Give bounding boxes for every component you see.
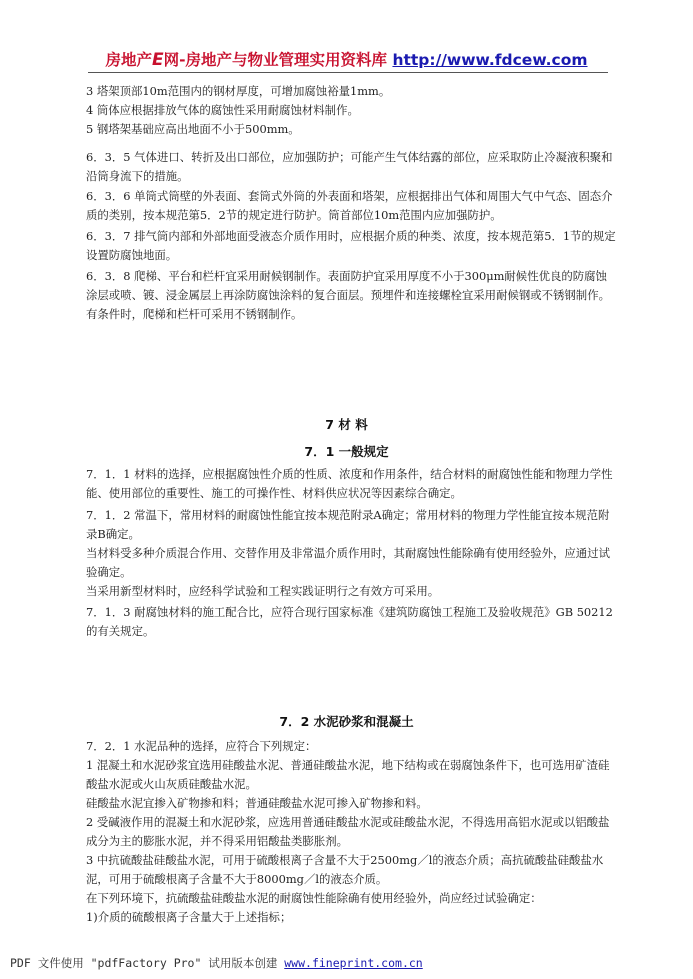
header-divider [88,72,608,73]
section-7-2-title: 7．2 水泥砂浆和混凝土 [279,714,414,729]
section-7-1-title: 7．1 一般规定 [304,444,389,459]
header-url-link[interactable]: http://www.fdcew.com [392,51,588,69]
paragraph-6-3-7: 6．3．7 排气筒内部和外部地面受液态介质作用时，应根据介质的种类、浓度，按本规范第5．1节的规定设置防腐蚀地面。 [86,229,616,262]
footer-link[interactable]: www.fineprint.com.cn [284,956,423,970]
pdf-footer [10,955,423,971]
footer-text: PDF 文件使用 "pdfFactory Pro" 试用版本创建 [10,956,285,970]
paragraph-6-3-8: 6．3．8 爬梯、平台和栏杆宜采用耐候钢制作。表面防护宜采用厚度不小于300μm耐候性优良的防腐蚀涂层或喷、镀、浸金属层上再涂防腐蚀涂料的复合面层。预埋件和连接螺栓宜采用耐候钢或不锈钢制作。 有条件时，爬梯和栏杆可采用不锈钢制作。 [86,269,610,321]
header-brand-part1: 房地产 [105,51,152,69]
site-header [0,48,693,70]
header-brand-e: E [151,50,164,70]
paragraph-7-1-3: 7．1．3 耐腐蚀材料的施工配合比，应符合现行国家标准《建筑防腐蚀工程施工及验收规范》GB 50212的有关规定。 [86,605,613,638]
paragraph-6-3-6: 6．3．6 单筒式筒壁的外表面、套筒式外筒的外表面和塔架，应根据排出气体和周围大气中气态、固态介质的类别，按本规范第5．2节的规定进行防护。筒首部位10m范围内应加强防护。 [86,189,613,222]
paragraph-6-3-5: 6．3．5 气体进口、转折及出口部位，应加强防护；可能产生气体结露的部位，应采取防止冷凝液积聚和沿筒身流下的措施。 [86,150,613,183]
paragraph-7-1-1: 7．1．1 材料的选择，应根据腐蚀性介质的性质、浓度和作用条件，结合材料的耐腐蚀性能和物理力学性能、使用部位的重要性、施工的可操作性、材料供应状况等因素综合确定。 [86,467,613,500]
paragraph-7-2-1: 7．2．1 水泥品种的选择，应符合下列规定： 1 混凝土和水泥砂浆宜选用硅酸盐水泥、普通硅酸盐水泥，地下结构或在弱腐蚀条件下，也可选用矿渣硅酸盐水泥或火山灰质硅酸盐水泥。 硅酸盐水泥宜掺入矿物掺和料；普通硅酸盐水泥可掺入矿物掺和料。 2 受碱液作用的混凝土和水泥砂浆，应选用普通硅酸盐水泥或硅酸盐水泥，不得选用高铝水泥或以铝酸盐成分为主的膨胀水泥，并不得采用铝酸盐类膨胀剂。 3 中抗硫酸盐硅酸盐水泥，可用于硫酸根离子含量不大于2500mg／l的液态介质；高抗硫酸盐硅酸盐水泥，可用于硫酸根离子含量不大于8000mg／l的液态介质。 在下列环境下，抗硫酸盐硅酸盐水泥的耐腐蚀性能除确有使用经验外，尚应经过试验确定： 1)介质的硫酸根离子含量大于上述指标； [86,739,610,924]
header-brand-part2: 网-房地产与物业管理实用资料库 [163,51,393,69]
section-7-title: 7 材 料 [325,417,368,432]
paragraph-7-1-2: 7．1．2 常温下，常用材料的耐腐蚀性能宜按本规范附录A确定；常用材料的物理力学性能宜按本规范附录B确定。 当材料受多种介质混合作用、交替作用及非常温介质作用时，其耐腐蚀性能除确有使用经验外，应通过试验确定。 当采用新型材料时，应经科学试验和工程实践证明行之有效方可采用。 [86,508,610,598]
paragraph-tower-items: 3 塔架顶部10m范围内的钢材厚度，可增加腐蚀裕量1mm。 4 筒体应根据排放气体的腐蚀性采用耐腐蚀材料制作。 5 钢塔架基础应高出地面不小于500mm。 [86,84,391,136]
